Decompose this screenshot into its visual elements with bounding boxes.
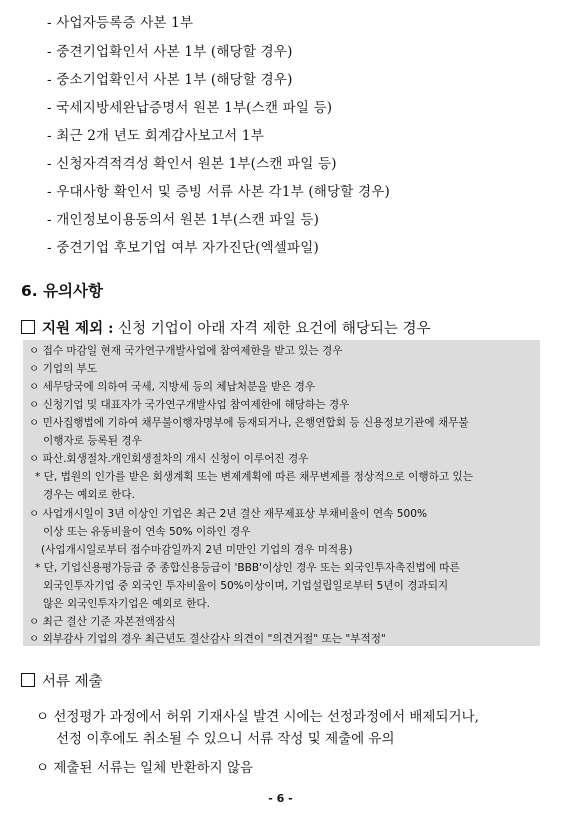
exclusion-label: 지원 제외 : — [42, 320, 114, 337]
checkbox-square-icon — [21, 673, 35, 687]
exclusion-line: * 단, 법원의 인가를 받은 회생계획 또는 변제계획에 따른 채무변제를 정상적으로 이행하고 있는 — [35, 471, 473, 483]
document-item: - 중견기업 후보기업 여부 자가진단(엑셀파일) — [47, 240, 319, 256]
page-number: - 6 - — [268, 792, 293, 805]
document-item: - 사업자등록증 사본 1부 — [47, 15, 194, 31]
document-item: - 최근 2개 년도 회계감사보고서 1부 — [47, 128, 264, 144]
document-item: - 신청자격적격성 확인서 원본 1부(스캔 파일 등) — [47, 156, 337, 172]
submission-note: ㅇ 제출된 서류는 일체 반환하지 않음 — [36, 760, 254, 776]
exclusion-line: ㅇ 접수 마감일 현재 국가연구개발사업에 참여제한을 받고 있는 경우 — [29, 345, 343, 357]
exclusion-box — [23, 340, 540, 646]
exclusion-line: 외국인투자기업 중 외국인 투자비율이 50%이상이며, 기업설립일로부터 5년이 경과되지 — [43, 580, 449, 592]
exclusion-line: ㅇ 세무당국에 의하여 국세, 지방세 등의 체납처분을 받은 경우 — [29, 381, 316, 393]
exclusion-line: ㅇ 민사집행법에 기하여 채무불이행자명부에 등재되거나, 은행연합회 등 신용정보기관에 채무불 — [29, 417, 469, 429]
checkbox-square-icon — [21, 320, 35, 334]
exclusion-line: * 단, 기업신용평가등급 중 종합신용등급이 'BBB'이상인 경우 또는 외국인투자촉진법에 따른 — [35, 562, 460, 574]
document-item: - 중견기업확인서 사본 1부 (해당할 경우) — [47, 44, 293, 60]
document-item: - 개인정보이용동의서 원본 1부(스캔 파일 등) — [47, 212, 320, 228]
exclusion-line: ㅇ 최근 결산 기준 자본전액잠식 — [29, 616, 176, 628]
exclusion-heading — [21, 317, 431, 338]
document-item: - 우대사항 확인서 및 증빙 서류 사본 각1부 (해당할 경우) — [47, 184, 390, 200]
exclusion-desc: 신청 기업이 아래 자격 제한 요건에 해당되는 경우 — [118, 321, 431, 337]
exclusion-line: ㅇ 사업개시일이 3년 이상인 기업은 최근 2년 결산 재무제표상 부채비율이 연속 500% — [29, 508, 428, 520]
submission-title: 서류 제출 — [42, 674, 103, 690]
exclusion-line: (사업개시일로부터 접수마감일까지 2년 미만인 기업의 경우 미적용) — [41, 544, 353, 556]
exclusion-line: 이상 또는 유동비율이 연속 50% 이하인 경우 — [43, 526, 251, 538]
exclusion-line: ㅇ 신청기업 및 대표자가 국가연구개발사업 참여제한에 해당하는 경우 — [29, 399, 350, 411]
exclusion-line: ㅇ 파산.회생절차.개인회생절차의 개시 신청이 이루어진 경우 — [29, 453, 309, 465]
exclusion-line: 않은 외국인투자기업은 예외로 한다. — [43, 598, 210, 610]
document-item: - 국세지방세완납증명서 원본 1부(스캔 파일 등) — [47, 100, 333, 116]
exclusion-line: 이행자로 등록된 경우 — [43, 435, 142, 447]
exclusion-line: ㅇ 외부감사 기업의 경우 최근년도 결산감사 의견이 "의견거절" 또는 "부적정" — [29, 633, 386, 645]
exclusion-line: ㅇ 기업의 부도 — [29, 363, 98, 375]
section-heading: 6. 유의사항 — [21, 282, 103, 300]
submission-note: 선정 이후에도 취소될 수 있으니 서류 작성 및 제출에 유의 — [56, 731, 395, 747]
submission-heading — [21, 670, 103, 691]
submission-note: ㅇ 선정평가 과정에서 허위 기재사실 발견 시에는 선정과정에서 배제되거나, — [36, 709, 479, 725]
exclusion-line: 경우는 예외로 한다. — [43, 489, 135, 501]
document-item: - 중소기업확인서 사본 1부 (해당할 경우) — [47, 72, 293, 88]
